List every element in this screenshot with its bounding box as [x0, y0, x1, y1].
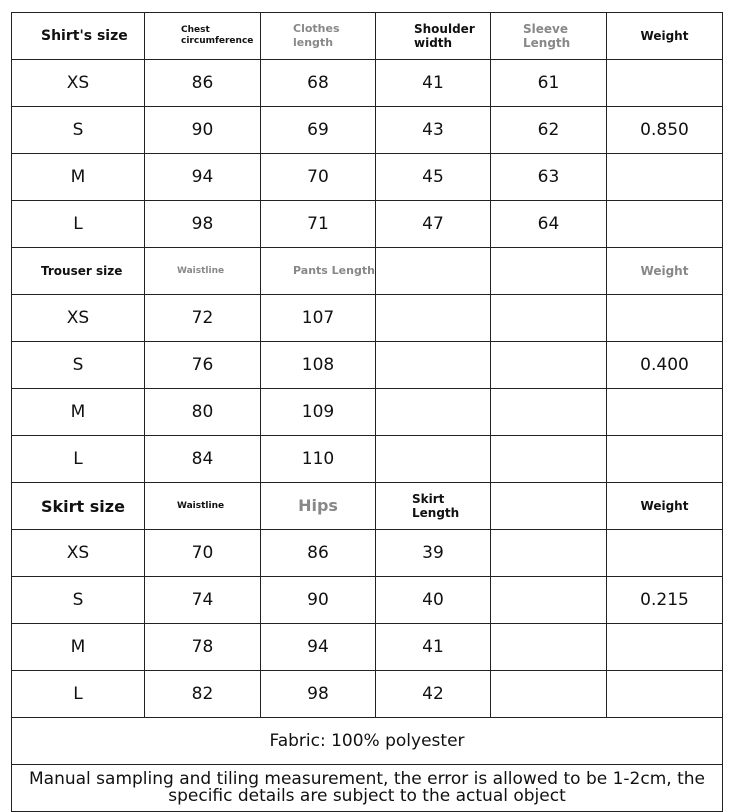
length-cell: 39: [376, 530, 491, 577]
shoulder-header: Shoulder width: [376, 13, 491, 60]
size-cell: M: [12, 389, 145, 436]
empty-cell: [376, 436, 491, 483]
sleeve-cell: 63: [491, 154, 607, 201]
hips-header: Hips: [261, 483, 376, 530]
weight-cell: [607, 671, 723, 718]
weight-cell: [607, 436, 723, 483]
table-row: [12, 60, 723, 107]
hips-cell: 94: [261, 624, 376, 671]
size-cell: L: [12, 436, 145, 483]
weight-cell: 0.215: [607, 577, 723, 624]
sleeve-cell: 61: [491, 60, 607, 107]
empty-cell: [491, 483, 607, 530]
length-cell: 41: [376, 624, 491, 671]
waist-cell: 74: [145, 577, 261, 624]
hips-cell: 90: [261, 577, 376, 624]
empty-cell: [491, 248, 607, 295]
table-row: [12, 624, 723, 671]
weight-cell: [607, 624, 723, 671]
sleeve-header: Sleeve Length: [491, 13, 607, 60]
measurement-note: Manual sampling and tiling measurement, the error is allowed to be 1-2cm, the specific details are subject to the actual object: [12, 765, 723, 812]
fabric-row: [12, 718, 723, 765]
empty-cell: [491, 436, 607, 483]
weight-cell: 0.400: [607, 342, 723, 389]
empty-cell: [491, 342, 607, 389]
length-cell: 110: [261, 436, 376, 483]
shoulder-cell: 47: [376, 201, 491, 248]
empty-cell: [376, 342, 491, 389]
shoulder-cell: 41: [376, 60, 491, 107]
empty-cell: [491, 295, 607, 342]
waist-cell: 84: [145, 436, 261, 483]
shirt-header-row: [12, 13, 723, 60]
size-cell: S: [12, 577, 145, 624]
shirt-weight-header: Weight: [607, 13, 723, 60]
waist-cell: 72: [145, 295, 261, 342]
shirt-size-header: Shirt's size: [12, 13, 145, 60]
hips-cell: 98: [261, 671, 376, 718]
empty-cell: [491, 389, 607, 436]
table-row: [12, 436, 723, 483]
size-cell: XS: [12, 530, 145, 577]
table-row: [12, 530, 723, 577]
table-row: [12, 577, 723, 624]
size-cell: L: [12, 671, 145, 718]
shoulder-cell: 45: [376, 154, 491, 201]
skirt-length-header: Skirt Length: [376, 483, 491, 530]
weight-cell: [607, 60, 723, 107]
empty-cell: [376, 248, 491, 295]
size-cell: S: [12, 342, 145, 389]
waist-cell: 70: [145, 530, 261, 577]
trouser-header-row: [12, 248, 723, 295]
size-chart-table: [11, 12, 723, 812]
chest-cell: 86: [145, 60, 261, 107]
empty-cell: [491, 671, 607, 718]
sleeve-cell: 62: [491, 107, 607, 154]
chest-cell: 90: [145, 107, 261, 154]
empty-cell: [376, 389, 491, 436]
empty-cell: [376, 295, 491, 342]
empty-cell: [491, 624, 607, 671]
waist-cell: 82: [145, 671, 261, 718]
chest-header: Chest circumference: [145, 13, 261, 60]
size-cell: M: [12, 624, 145, 671]
note-row: [12, 765, 723, 812]
size-cell: M: [12, 154, 145, 201]
table-row: [12, 389, 723, 436]
weight-cell: [607, 389, 723, 436]
length-cell: 71: [261, 201, 376, 248]
table-row: [12, 295, 723, 342]
length-cell: 70: [261, 154, 376, 201]
weight-cell: 0.850: [607, 107, 723, 154]
weight-cell: [607, 295, 723, 342]
table-row: [12, 671, 723, 718]
sleeve-cell: 64: [491, 201, 607, 248]
weight-cell: [607, 530, 723, 577]
trouser-waist-header: Waistline: [145, 248, 261, 295]
empty-cell: [491, 530, 607, 577]
pants-length-header: Pants Length: [261, 248, 376, 295]
table-row: [12, 107, 723, 154]
hips-cell: 86: [261, 530, 376, 577]
waist-cell: 80: [145, 389, 261, 436]
chest-cell: 98: [145, 201, 261, 248]
skirt-weight-header: Weight: [607, 483, 723, 530]
empty-cell: [491, 577, 607, 624]
skirt-header-row: [12, 483, 723, 530]
length-cell: 42: [376, 671, 491, 718]
table-row: [12, 201, 723, 248]
size-cell: S: [12, 107, 145, 154]
size-cell: XS: [12, 60, 145, 107]
length-cell: 107: [261, 295, 376, 342]
trouser-weight-header: Weight: [607, 248, 723, 295]
size-cell: L: [12, 201, 145, 248]
length-cell: 40: [376, 577, 491, 624]
chest-cell: 94: [145, 154, 261, 201]
length-cell: 109: [261, 389, 376, 436]
trouser-size-header: Trouser size: [12, 248, 145, 295]
weight-cell: [607, 154, 723, 201]
waist-cell: 78: [145, 624, 261, 671]
size-cell: XS: [12, 295, 145, 342]
fabric-text: Fabric: 100% polyester: [12, 718, 723, 765]
length-cell: 108: [261, 342, 376, 389]
skirt-size-header: Skirt size: [12, 483, 145, 530]
table-row: [12, 342, 723, 389]
waist-cell: 76: [145, 342, 261, 389]
clothes-length-header: Clothes length: [261, 13, 376, 60]
shoulder-cell: 43: [376, 107, 491, 154]
skirt-waist-header: Waistline: [145, 483, 261, 530]
table-row: [12, 154, 723, 201]
length-cell: 68: [261, 60, 376, 107]
weight-cell: [607, 201, 723, 248]
length-cell: 69: [261, 107, 376, 154]
